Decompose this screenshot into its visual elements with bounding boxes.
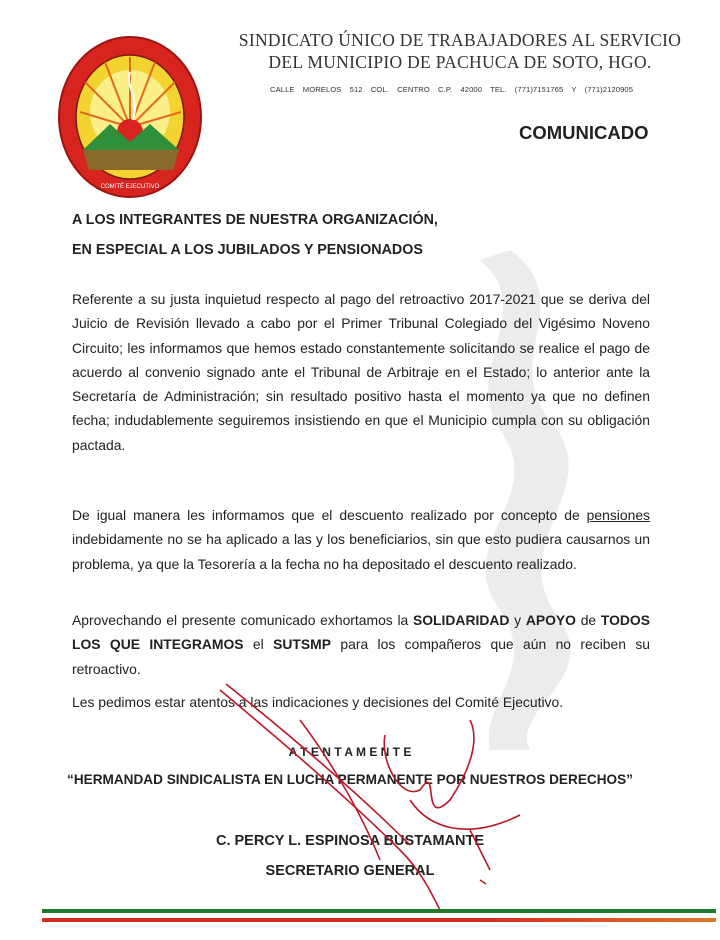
closing-motto: “HERMANDAD SINDICALISTA EN LUCHA PERMANENTE POR NUESTROS DERECHOS” <box>67 772 633 787</box>
text: de <box>575 612 601 628</box>
closing-atentamente: A T E N T A M E N T E <box>288 745 412 759</box>
signer-title: SECRETARIO GENERAL <box>265 863 435 879</box>
bold-text: SOLIDARIDAD <box>412 612 510 628</box>
red-rule <box>42 918 716 922</box>
addressee-line2: EN ESPECIAL A LOS JUBILADOS Y PENSIONADOS <box>72 242 423 258</box>
text: Aprovechando el presente comunicado exhortamos la <box>72 612 413 628</box>
paragraph-1: Referente a su justa inquietud respecto al pago del retroactivo 2017-2021 que se deriva del Juicio de Revisión llevado a cabo por el Primer Tribunal Colegiado del Vigésimo Noveno Circuito; les informamos que hemos estado constantemente solicitando se realice el pago de acuerdo al convenio signado ante el Tribunal de Arbitraje en el Estado; lo anterior ante la Secretaría de Administración; sin resultado positivo hasta el momento ya que no definen fecha; indudablemente seguiremos insistiendo en que el Municipio cumpla con su obligación pactada. <box>72 291 650 453</box>
svg-text:COMITÉ EJECUTIVO: COMITÉ EJECUTIVO <box>100 184 160 190</box>
underlined-text: pensiones <box>586 507 650 523</box>
paragraph-4: Les pedimos estar atentos a las indicaciones y decisiones del Comité Ejecutivo. <box>72 694 564 710</box>
bold-text: TODOS LOS QUE INTEGRAMOS <box>72 612 650 653</box>
bold-text: APOYO <box>525 612 576 628</box>
bold-text: SUTSMP <box>273 636 331 653</box>
text: para los compañeros que aún no reciben su retroactivo. <box>72 636 650 677</box>
document-type-title: COMUNICADO <box>519 122 649 143</box>
green-rule <box>42 909 716 913</box>
address-line: CALLE MORELOS 512 COL. CENTRO C.P. 42000 TEL. (771)7151765 Y (771)2120905 <box>270 85 634 94</box>
text: indebidamente no se ha aplicado a las y los beneficiarios, sin que esto pudiera causarnos un problema, ya que la Tesorería a la fecha no ha depositado el descuento realizado. <box>72 531 650 572</box>
text: y <box>509 612 526 628</box>
text: De igual manera les informamos que el descuento realizado por concepto de <box>72 507 587 523</box>
signer-name: C. PERCY L. ESPINOSA BUSTAMANTE <box>215 833 484 849</box>
addressee-line1: A LOS INTEGRANTES DE NUESTRA ORGANIZACIÓN, <box>72 212 438 228</box>
text: el <box>243 636 274 653</box>
org-name-line2: DEL MUNICIPIO DE PACHUCA DE SOTO, HGO. <box>268 52 652 72</box>
org-name-line1: SINDICATO ÚNICO DE TRABAJADORES AL SERVICIO <box>238 30 682 50</box>
